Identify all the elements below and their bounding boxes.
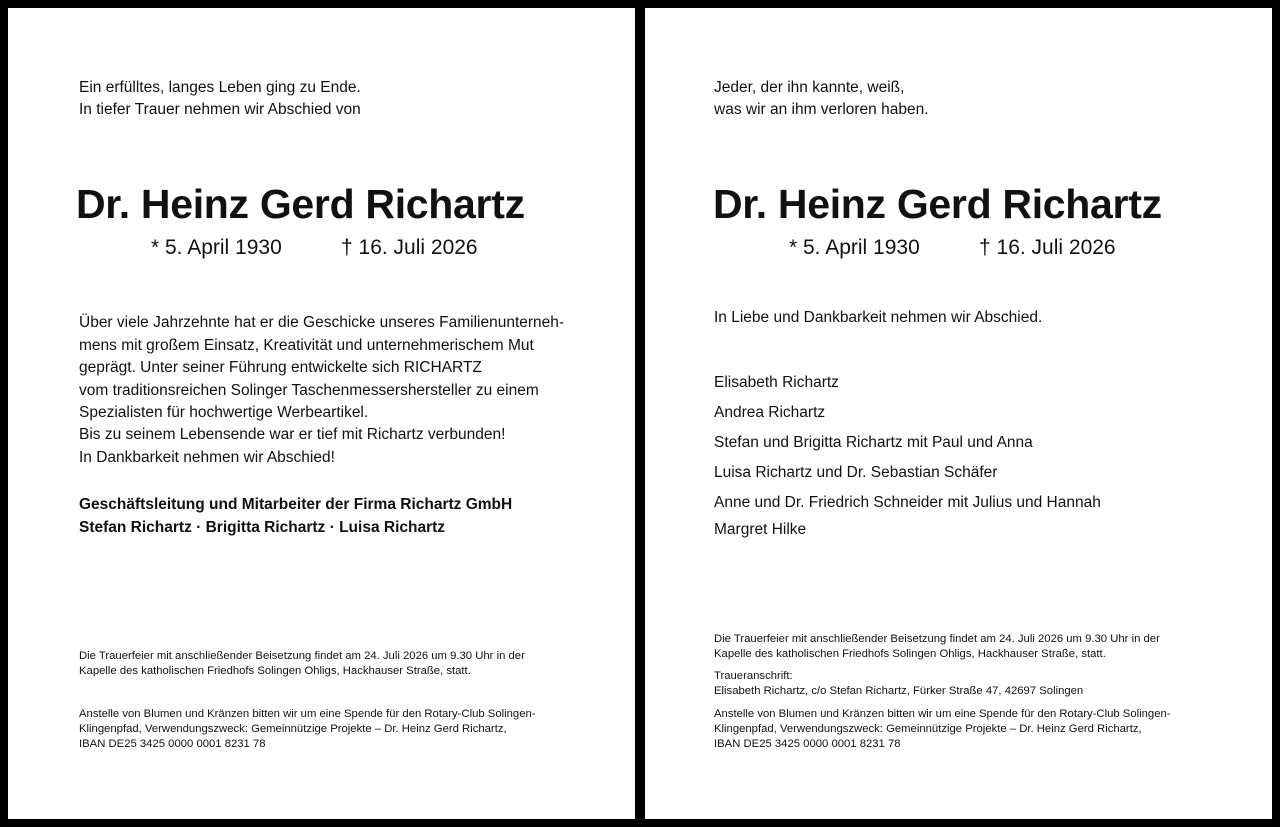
birth-date: * 5. April 1930 xyxy=(151,236,282,259)
birth-date: * 5. April 1930 xyxy=(789,236,920,259)
signature xyxy=(79,494,512,539)
obituary-right xyxy=(645,8,1272,819)
death-date: † 16. Juli 2026 xyxy=(979,236,1116,259)
family-member: Anne und Dr. Friedrich Schneider mit Julius und Hannah xyxy=(714,494,1101,511)
intro-line: Ein erfülltes, langes Leben ging zu Ende. xyxy=(79,79,361,96)
obituary-left xyxy=(8,8,635,819)
notice-line: Traueranschrift: xyxy=(714,670,793,682)
intro-line: Jeder, der ihn kannte, weiß, xyxy=(714,79,905,96)
text-line: vom traditionsreichen Solinger Taschenmessershersteller zu einem xyxy=(79,381,539,399)
death-date: † 16. Juli 2026 xyxy=(341,236,478,259)
text-line: mens mit großem Einsatz, Kreativität und unternehmerischem Mut xyxy=(79,336,534,354)
text-line: geprägt. Unter seiner Führung entwickelte sich RICHARTZ xyxy=(79,359,482,376)
text-line: Über viele Jahrzehnte hat er die Geschicke unseres Familienunterneh- xyxy=(79,314,565,331)
family-member: Margret Hilke xyxy=(714,521,807,538)
intro-text xyxy=(79,77,361,121)
funeral-notice xyxy=(714,632,1160,662)
tribute-paragraph xyxy=(79,312,564,425)
deceased-name: Dr. Heinz Gerd Richartz xyxy=(76,181,525,227)
intro-line: In tiefer Trauer nehmen wir Abschied von xyxy=(79,101,361,118)
notice-line: Die Trauerfeier mit anschließender Beisetzung findet am 24. Juli 2026 um 9.30 Uhr in der xyxy=(79,650,525,662)
text-line: In Dankbarkeit nehmen wir Abschied! xyxy=(79,448,335,466)
notice-line: IBAN DE25 3425 0000 0001 8231 78 xyxy=(79,738,266,750)
family-member: Andrea Richartz xyxy=(714,404,826,421)
donation-notice xyxy=(714,707,1171,752)
funeral-notice xyxy=(79,649,525,679)
notice-line: IBAN DE25 3425 0000 0001 8231 78 xyxy=(714,738,901,750)
text-line: Bis zu seinem Lebensende war er tief mit Richartz verbunden! xyxy=(79,426,506,443)
notice-line: Anstelle von Blumen und Kränzen bitten wir um eine Spende für den Rotary-Club Solingen- xyxy=(714,708,1171,720)
intro-text xyxy=(714,77,929,121)
text-line: Spezialisten für hochwertige Werbeartikel. xyxy=(79,404,369,421)
signature-line: Stefan Richartz · Brigitta Richartz · Luisa Richartz xyxy=(79,518,446,536)
life-dates xyxy=(151,235,478,261)
notice-line: Klingenpfad, Verwendungszweck: Gemeinnützige Projekte – Dr. Heinz Gerd Richartz, xyxy=(79,723,507,735)
intro-line: was wir an ihm verloren haben. xyxy=(714,101,929,118)
family-member: Elisabeth Richartz xyxy=(714,374,839,391)
family-member: Luisa Richartz und Dr. Sebastian Schäfer xyxy=(714,464,998,481)
notice-line: Klingenpfad, Verwendungszweck: Gemeinnützige Projekte – Dr. Heinz Gerd Richartz, xyxy=(714,723,1142,735)
deceased-name: Dr. Heinz Gerd Richartz xyxy=(713,181,1162,227)
notice-line: Anstelle von Blumen und Kränzen bitten wir um eine Spende für den Rotary-Club Solingen- xyxy=(79,708,536,720)
family-member: Stefan und Brigitta Richartz mit Paul und Anna xyxy=(714,434,1033,451)
mourning-address xyxy=(714,669,1083,699)
notice-line: Die Trauerfeier mit anschließender Beisetzung findet am 24. Juli 2026 um 9.30 Uhr in der xyxy=(714,633,1160,645)
life-dates xyxy=(789,235,1116,261)
notice-line: Kapelle des katholischen Friedhofs Solingen Ohligs, Hackhauser Straße, statt. xyxy=(714,648,1106,660)
closing-paragraph xyxy=(79,424,505,469)
farewell-text: In Liebe und Dankbarkeit nehmen wir Abschied. xyxy=(714,309,1043,326)
notice-line: Elisabeth Richartz, c/o Stefan Richartz, Fürker Straße 47, 42697 Solingen xyxy=(714,685,1084,697)
signature-line: Geschäftsleitung und Mitarbeiter der Firma Richartz GmbH xyxy=(79,496,513,513)
notice-line: Kapelle des katholischen Friedhofs Solingen Ohligs, Hackhauser Straße, statt. xyxy=(79,665,471,677)
donation-notice xyxy=(79,707,536,752)
